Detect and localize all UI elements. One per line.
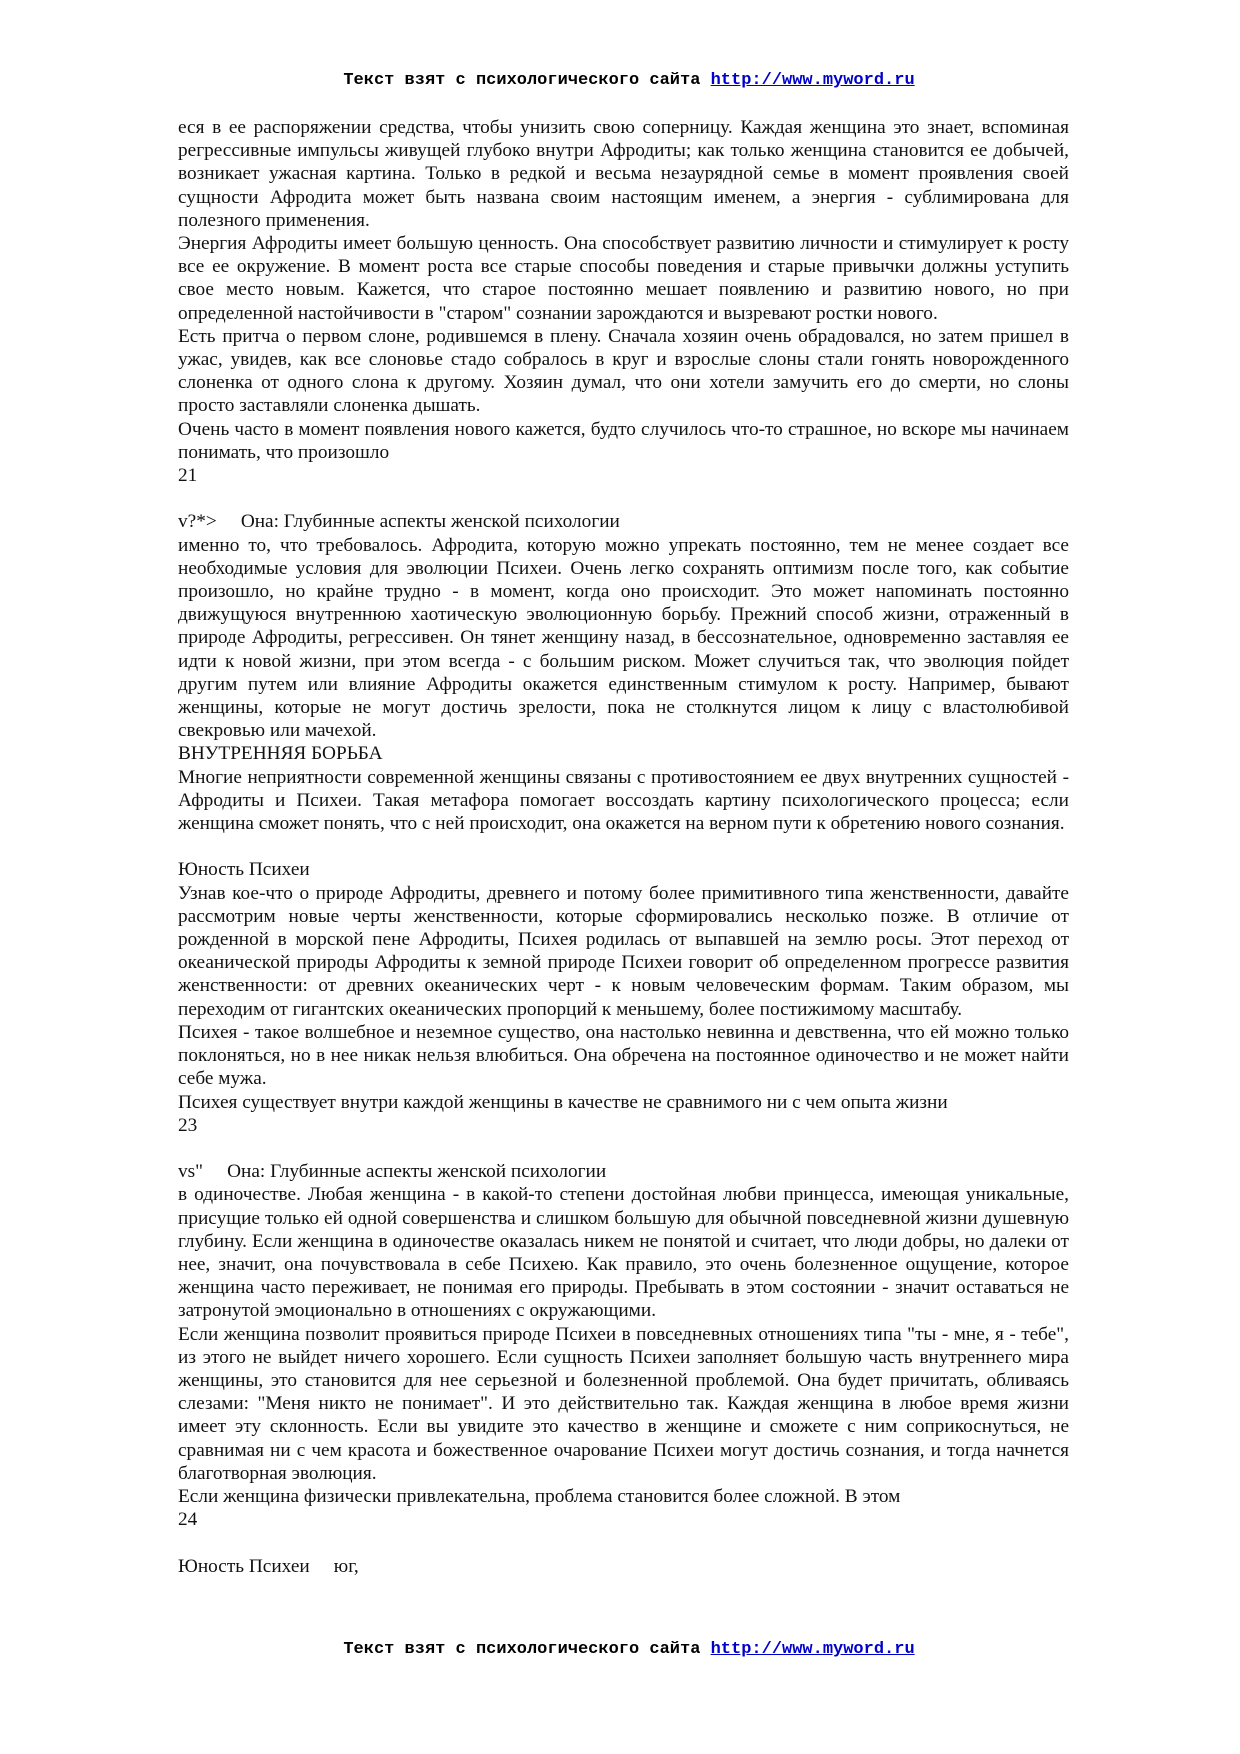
paragraph: Очень часто в момент появления нового кажется, будто случилось что-то страшное, но вскоре мы начинаем понимать, что произошло — [178, 418, 1069, 463]
paragraph: в одиночестве. Любая женщина - в какой-то степени достойная любви принцесса, имеющая уникальные, присущие только ей одной совершенства и слишком большую для обычной повседневной жизни душевную глубину. Если женщина в одиночестве оказалась никем не понятой и считает, что люди добры, но далеки от нее, значит, она почувствовала в себе Психею. Как правило, это очень болезненное ощущение, которое женщина часто переживает, не понимая его природы. Пребывать в этом состоянии - значит оставаться не затронутой эмоционально в отношениях с окружающими. — [178, 1184, 1069, 1322]
paragraph: Психея существует внутри каждой женщины в качестве не сравнимого ни с чем опыта жизни — [178, 1091, 948, 1113]
footer-label: Текст взят с психологического сайта — [343, 1640, 701, 1659]
paragraph: Психея - такое волшебное и неземное существо, она настолько невинна и девственна, что ей можно только поклоняться, но в нее никак нельзя влюбиться. Она обречена на постоянное одиночество и не может найти себе мужа. — [178, 1021, 1069, 1090]
paragraph: Есть притча о первом слоне, родившемся в плену. Сначала хозяин очень обрадовался, но затем пришел в ужас, увидев, как все слоновье стадо собралось в круг и взрослые слоны стали гонять новорожденного слоненка от одного слона к другому. Хозяин думал, что они хотели замучить его до смерти, но слоны просто заставляли слоненка дышать. — [178, 325, 1069, 417]
document-body — [178, 116, 1069, 1578]
section-heading: ВНУТРЕННЯЯ БОРЬБА — [178, 743, 383, 765]
page-number: 21 — [178, 465, 198, 487]
header-label: Текст взят с психологического сайта — [343, 71, 701, 90]
paragraph: Энергия Афродиты имеет большую ценность. Она способствует развитию личности и стимулирует к росту все ее окружение. В момент роста все старые способы поведения и старые привычки должны уступить свое место новым. Кажется, что старое постоянно мешает появлению и развитию нового, но при определенной настойчивости в "старом" сознании зарождаются и вызревают ростки нового. — [178, 233, 1069, 324]
page-footer — [0, 1640, 1240, 1659]
page-header — [0, 71, 1240, 90]
paragraph: Многие неприятности современной женщины связаны с противостоянием ее двух внутренних сущностей - Афродиты и Психеи. Такая метафора помогает воссоздать картину психологического процесса; если женщина сможет понять, что с ней происходит, она окажется на верном пути к обретению нового сознания. — [178, 766, 1069, 835]
running-head: v?*> Она: Глубинные аспекты женской психологии — [178, 511, 620, 533]
paragraph: Если женщина физически привлекательна, проблема становится более сложной. В этом — [178, 1485, 901, 1507]
paragraph: Если женщина позволит проявиться природе Психеи в повседневных отношениях типа "ты - мне, я - тебе", из этого не выйдет ничего хорошего. Если сущность Психеи заполняет большую часть внутреннего мира женщины, это становится для нее серьезной и болезненной проблемой. Она будет причитать, обливаясь слезами: "Меня никто не понимает". И это действительно так. Каждая женщина в любое время жизни имеет эту склонность. Если вы увидите это качество в женщине и сможете с ним соприкоснуться, не сравнимая ни с чем красота и божественное очарование Психеи могут достичь сознания, и тогда начнется благотворная эволюция. — [178, 1323, 1069, 1484]
footer-site-link[interactable]: http://www.myword.ru — [710, 1640, 915, 1659]
header-site-link[interactable]: http://www.myword.ru — [710, 71, 915, 90]
running-head: vs" Она: Глубинные аспекты женской психологии — [178, 1161, 607, 1183]
paragraph: именно то, что требовалось. Афродита, которую можно упрекать постоянно, тем не менее создает все необходимые условия для эволюции Психеи. Очень легко сохранять оптимизм после того, как событие произошло, но крайне трудно - в момент, когда оно происходит. Это может напоминать постоянно движущуюся внутреннюю хаотическую эволюционную борьбу. Прежний способ жизни, отраженный в природе Афродиты, регрессивен. Он тянет женщину назад, в бессознательное, одновременно заставляя ее идти к новой жизни, при этом всегда - с большим риском. Может случиться так, что эволюция пойдет другим путем или влияние Афродиты окажется единственным стимулом к росту. Например, бывают женщины, которые не могут достичь зрелости, пока не столкнутся лицом к лицу с властолюбивой свекровью или мачехой. — [178, 534, 1069, 742]
page-number: 23 — [178, 1114, 198, 1136]
paragraph: Узнав кое-что о природе Афродиты, древнего и потому более примитивного типа женственности, давайте рассмотрим новые черты женственности, которые сформировались несколько позже. В отличие от рожденной в морской пене Афродиты, Психея родилась от выпавшей на землю росы. Этот переход от океанической природы Афродиты к земной природе Психеи говорит об определенном прогрессе развития женственности: от древних океанических черт - к новым человеческим формам. Таким образом, мы переходим от гигантских океанических пропорций к меньшему, более постижимому масштабу. — [178, 882, 1069, 1020]
section-heading: Юность Психеи — [178, 859, 310, 881]
page-number: 24 — [178, 1509, 198, 1531]
running-head: Юность Психеи юг, — [178, 1555, 359, 1577]
paragraph: еся в ее распоряжении средства, чтобы унизить свою соперницу. Каждая женщина это знает, вспоминая регрессивные импульсы живущей глубоко внутри Афродиты; как только женщина становится ее добычей, возникает ужасная картина. Только в редкой и весьма незаурядной семье в момент проявления своей сущности Афродита может быть названа своим настоящим именем, а энергия - сублимирована для полезного применения. — [178, 117, 1069, 231]
